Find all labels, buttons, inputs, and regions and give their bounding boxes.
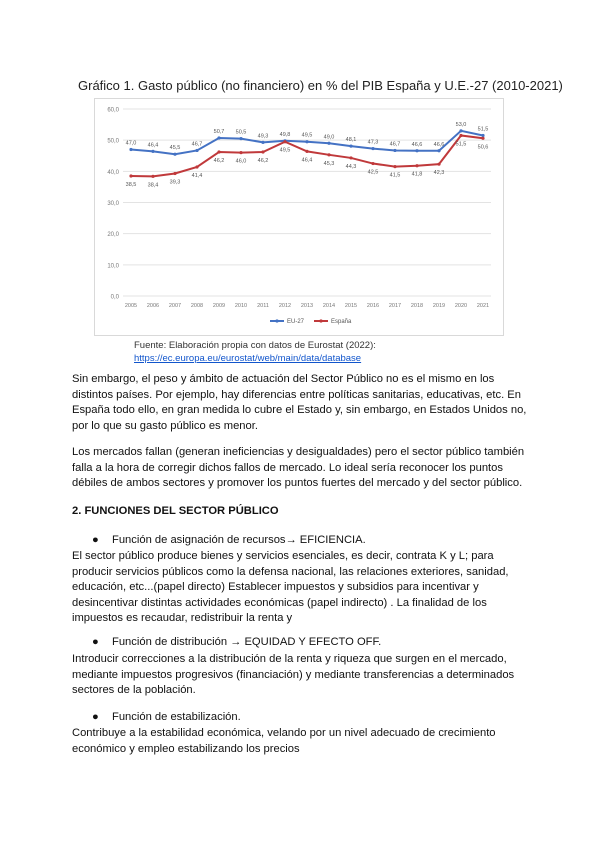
data-point (305, 140, 308, 143)
chart-source (134, 339, 376, 365)
data-label: 47,0 (125, 140, 137, 147)
data-point (261, 141, 264, 144)
data-label: 46,4 (301, 157, 313, 164)
bullet-icon: ● (92, 534, 99, 546)
data-label: 49,5 (301, 132, 313, 139)
data-point (393, 149, 396, 152)
x-tick-label: 2008 (190, 303, 204, 309)
legend-marker (319, 319, 322, 322)
bullet-icon: ● (92, 636, 99, 648)
function-2-bullet (92, 636, 381, 648)
data-point (415, 164, 418, 167)
data-point (151, 150, 154, 153)
data-point (239, 151, 242, 154)
data-point (349, 144, 352, 147)
data-point (371, 147, 374, 150)
y-tick-label: 60,0 (107, 107, 119, 114)
y-tick-label: 10,0 (107, 263, 119, 270)
data-point (261, 150, 264, 153)
paragraph-1: Sin embargo, el peso y ámbito de actuación del Sector Público no es el mismo en los distintos países. Por ejemplo, hay diferencias entre políticas sanitarias, educativas, etc. En España todo ello, en gran medida lo cubre el Estado y, sin embargo, en Estados Unidos no, por lo que su gasto público es menor. (72, 373, 527, 432)
chart-title: Gráfico 1. Gasto público (no financiero) en % del PIB España y U.E.-27 (2010-2021) (78, 78, 563, 93)
data-label: 38,4 (147, 182, 159, 189)
x-tick-label: 2014 (322, 303, 336, 309)
x-tick-label: 2007 (168, 303, 182, 309)
x-tick-label: 2017 (388, 303, 402, 309)
data-label: 41,8 (411, 171, 423, 178)
data-point (173, 172, 176, 175)
x-tick-label: 2005 (124, 303, 138, 309)
data-point (129, 174, 132, 177)
data-label: 49,3 (257, 133, 269, 140)
function-3-bullet (92, 711, 241, 723)
data-point (283, 140, 286, 143)
x-tick-label: 2015 (344, 303, 358, 309)
function-2-text: Introducir correcciones a la distribución de la renta y riqueza que surgen en el mercado, mediante impuestos progresivos (financiación) y mediante transferencias a determinados sectores de la población. (72, 653, 515, 697)
data-label: 38,5 (125, 182, 137, 189)
data-label: 45,5 (169, 145, 181, 152)
data-point (437, 163, 440, 166)
data-label: 42,5 (367, 169, 379, 176)
chart-svg (95, 99, 503, 335)
data-point (371, 162, 374, 165)
data-point (195, 165, 198, 168)
data-point (173, 153, 176, 156)
data-label: 50,5 (235, 129, 247, 136)
legend-label: EU-27 (287, 319, 305, 326)
data-label: 42,3 (433, 170, 445, 177)
data-label: 39,3 (169, 179, 181, 186)
data-label: 45,3 (323, 160, 335, 167)
data-point (217, 150, 220, 153)
data-label: 49,0 (323, 134, 335, 141)
data-point (327, 142, 330, 145)
function-1-title: Función de asignación de recursos→ EFICIENCIA. (112, 534, 366, 546)
data-point (151, 175, 154, 178)
data-label: 51,5 (455, 141, 467, 148)
function-1-bullet (92, 534, 366, 546)
data-point (481, 134, 484, 137)
data-label: 50,6 (477, 144, 489, 151)
x-tick-label: 2018 (410, 303, 424, 309)
data-point (327, 153, 330, 156)
paragraph-2: Los mercados fallan (generan ineficiencias y desigualdades) pero el sector público también falla a la hora de corregir dichos fallos de mercado. Lo ideal sería reconocer los puntos débiles de ambos sectores y promover los puntos fuertes del mercado y del sector público. (72, 446, 525, 490)
section-heading: 2. FUNCIONES DEL SECTOR PÚBLICO (72, 505, 279, 517)
function-3-text: Contribuye a la estabilidad económica, velando por un nivel adecuado de crecimiento económico y empleo estabilizando los precios (72, 727, 496, 755)
source-text: Fuente: Elaboración propia con datos de Eurostat (2022): (134, 340, 376, 351)
data-label: 46,7 (389, 141, 401, 148)
data-point (437, 149, 440, 152)
data-label: 49,8 (279, 131, 291, 138)
data-label: 41,5 (389, 172, 401, 179)
x-tick-label: 2009 (212, 303, 226, 309)
data-label: 49,5 (279, 147, 291, 154)
data-label: 46,6 (433, 141, 445, 148)
data-point (129, 148, 132, 151)
data-label: 47,3 (367, 139, 379, 146)
x-tick-label: 2016 (366, 303, 380, 309)
data-point (305, 150, 308, 153)
data-point (195, 149, 198, 152)
bullet-icon: ● (92, 711, 99, 723)
data-label: 46,7 (191, 141, 203, 148)
data-point (459, 134, 462, 137)
data-point (459, 129, 462, 132)
data-label: 46,6 (411, 141, 423, 148)
x-tick-label: 2019 (432, 303, 446, 309)
x-tick-label: 2011 (257, 303, 269, 309)
data-point (393, 165, 396, 168)
x-tick-label: 2013 (300, 303, 314, 309)
data-label: 41,4 (191, 172, 203, 179)
function-1-text: El sector público produce bienes y servicios esenciales, es decir, contrata K y L; para producir servicios públicos como la defensa nacional, las relaciones exteriores, sanidad, educación, etc...(papel directo) Establecer impuestos y subsidios para incentivar y desincentivar distintas actividades económicas (papel indirecto) . La finalidad de los impuestos es recaudar, redistribuir la renta y (72, 550, 509, 625)
y-tick-label: 20,0 (107, 232, 119, 239)
function-3-title: Función de estabilización. (112, 711, 241, 723)
legend-label: España (331, 319, 352, 326)
data-label: 46,2 (257, 158, 269, 165)
x-tick-label: 2021 (476, 303, 490, 309)
x-tick-label: 2010 (234, 303, 248, 309)
source-link[interactable]: https://ec.europa.eu/eurostat/web/main/data/database (134, 353, 362, 364)
data-label: 46,4 (147, 142, 159, 149)
y-tick-label: 40,0 (107, 169, 119, 176)
data-point (349, 156, 352, 159)
data-point (239, 137, 242, 140)
y-tick-label: 50,0 (107, 138, 119, 145)
data-label: 53,0 (455, 121, 467, 128)
data-label: 46,0 (235, 158, 247, 165)
legend-marker (275, 319, 278, 322)
x-tick-label: 2006 (146, 303, 160, 309)
data-label: 51,5 (477, 126, 489, 133)
x-tick-label: 2020 (454, 303, 468, 309)
x-tick-label: 2012 (278, 303, 292, 309)
y-tick-label: 30,0 (107, 201, 119, 207)
y-tick-label: 0,0 (110, 294, 119, 301)
data-point (481, 137, 484, 140)
function-2-title: Función de distribución → EQUIDAD Y EFECTO OFF. (112, 636, 382, 648)
chart (94, 98, 504, 336)
data-label: 44,3 (345, 163, 357, 170)
data-point (415, 149, 418, 152)
data-label: 50,7 (213, 128, 225, 135)
data-label: 46,2 (213, 158, 225, 165)
data-point (217, 136, 220, 139)
data-label: 48,1 (345, 137, 357, 144)
